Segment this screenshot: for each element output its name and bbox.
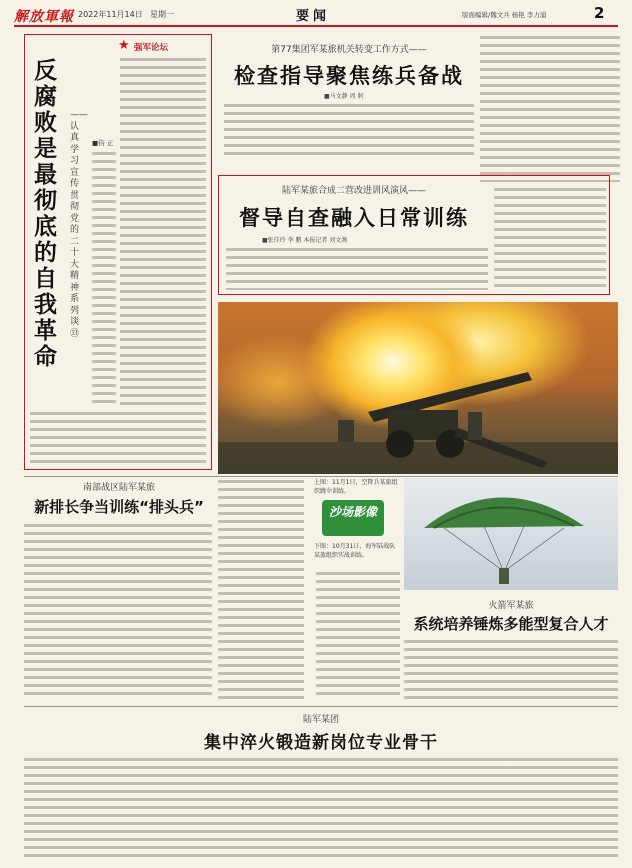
commentary-badge-label: 强军论坛 (134, 43, 169, 53)
story3-body-right (218, 478, 304, 700)
story5-headline: 集中淬火锻造新岗位专业骨干 (204, 733, 438, 753)
story1-headline: 检查指导聚焦练兵备战 (234, 64, 464, 88)
story4-body (316, 570, 400, 700)
story2-headline: 督导自查融入日常训练 (239, 206, 469, 230)
divider-story3 (24, 476, 618, 477)
story3-kicker: 南部战区陆军某旅 (82, 483, 155, 493)
masthead-weekday: 星期一 (150, 10, 174, 19)
story4-headline: 系统培养锤炼多能型复合人才 (413, 615, 609, 633)
commentary-body-left (92, 150, 116, 406)
parachute-photo (404, 478, 618, 590)
story1-byline: ■马文静 周 舸 (324, 93, 364, 100)
masthead (0, 0, 632, 30)
commentary-author: ■钧 正 (92, 139, 114, 147)
commentary-body-lower (30, 410, 206, 466)
photo-caption-top: 上图：11月1日，空降兵某旅组织跳伞训练。 (314, 479, 398, 495)
photo-caption-bottom: 下图：10月31日，海军陆战队某旅组织实战训练。 (314, 543, 396, 559)
story3-headline: 新排长争当训练“排头兵” (34, 498, 204, 516)
artillery-photo (218, 302, 618, 474)
star-icon: ★ (118, 38, 130, 53)
masthead-editors: 版面编辑/魏文兵 杨艳 李力浦 (462, 11, 547, 19)
section-name: 要闻 (296, 9, 331, 24)
commentary-body (120, 56, 206, 408)
story2-body-right (494, 186, 606, 290)
feature-label: 沙场影像 (328, 505, 377, 519)
story1-body (224, 102, 474, 160)
page-number: 2 (594, 4, 605, 22)
commentary-subtitle: ——认真学习宣传贯彻党的二十大精神系列谈⑬ (70, 110, 88, 339)
story2-kicker: 陆军某旅合成二营改进训风演风—— (281, 186, 426, 196)
commentary-title: 反腐败是最彻底的自我革命 (34, 58, 57, 370)
masthead-rule (14, 25, 618, 27)
story1-kicker: 第77集团军某旅机关转变工作方式—— (271, 45, 427, 55)
commentary-badge (118, 40, 208, 54)
story5-body (24, 756, 618, 862)
story1-body-right (480, 34, 620, 182)
story5-kicker: 陆军某团 (302, 715, 339, 725)
story2-byline: ■张佳玲 李 鹏 本报记者 刘文淘 (262, 237, 348, 244)
story4-body-right (404, 638, 618, 700)
parachute-drawing (404, 478, 618, 590)
divider-story5 (24, 706, 618, 707)
story4-kicker: 火箭军某旅 (488, 601, 534, 611)
artillery-gun-silhouette (218, 302, 618, 474)
story2-body (226, 246, 488, 290)
masthead-date: 2022年11月14日 (78, 10, 143, 19)
masthead-logo: 解放軍報 (14, 9, 74, 25)
story3-body (24, 522, 212, 700)
